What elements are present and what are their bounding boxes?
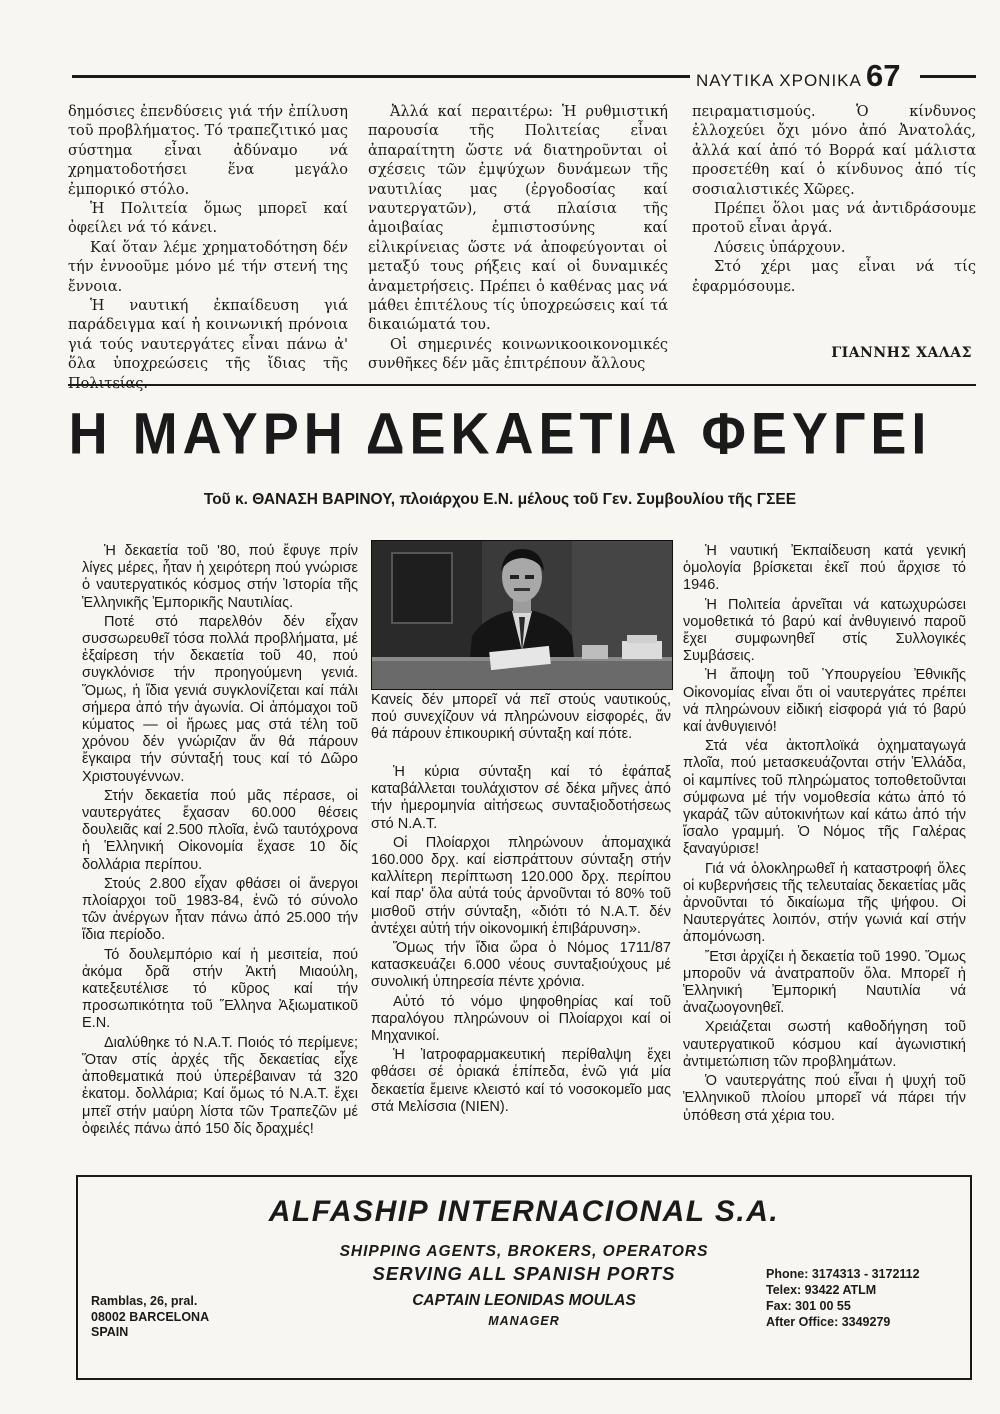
header-rule-right (920, 75, 976, 78)
paragraph: Ὅμως τήν ἴδια ὥρα ὁ Νόμος 1711/87 κατασκευάζει 6.000 νέους συνταξιούχους μέ συνολική ὑπηρεσία πέντε χρόνια. (371, 940, 671, 991)
paragraph: δημόσιες ἐπενδύσεις γιά τήν ἐπίλυση τοῦ προβλήματος. Τό τραπεζιτικό μας σύστημα εἶναι ἀδύναμο νά χρηματοδοτήσει ἕνα μεγάλο ἐμπορικό στόλο. (68, 104, 348, 198)
paragraph: Στήν δεκαετία πού μᾶς πέρασε, οἱ ναυτεργάτες ἔχασαν 60.000 θέσεις δουλειᾶς καί 2.500 πλοῖα, ἐνῶ ταυτόχρονα ἡ Ἑλληνική Οἰκονομία ἔχασε 10 δίς δολλάρια περίπου. (82, 787, 358, 873)
paragraph: Καί ὅταν λέμε χρηματοδότηση δέν τήν ἐννοοῦμε μόνο μέ τήν στενή της ἔννοια. (68, 239, 348, 295)
paragraph: Ὁ ναυτεργάτης πού εἶναι ἡ ψυχή τοῦ Ἑλληνικοῦ πλοίου μπορεῖ νά πάρει τήν ὑπόθεση στά χέρια του. (683, 1073, 966, 1124)
paragraph: Ἡ Πολιτεία ἀρνεῖται νά κατωχυρώσει νομοθετικά τό βαρύ καί ἀνθυγιεινό παροῦ ἔχει συμφωνηθεῖ στίς Συλλογικές Συμβάσεις. (683, 596, 966, 665)
ad-telex: Telex: 93422 ATLM (766, 1283, 877, 1297)
paragraph: Οἱ σημερινές κοινωνικοοικονομικές συνθῆκες δέν μᾶς ἐπιτρέπουν ἄλλους (368, 336, 668, 373)
ad-contact-title: MANAGER (488, 1314, 560, 1328)
paragraph: Γιά νά ὁλοκληρωθεῖ ἡ καταστροφή ὅλες οἱ κυβερνήσεις τῆς τελευταίας δεκαετίας μᾶς ἀρνοῦνται τό δικαίωμα τῆς ψήφου. Οἱ Ναυτεργάτες λοιπόν, στήν γωνιά καί στήν ἀπομόνωση. (683, 860, 966, 946)
ad-after-office: After Office: 3349279 (766, 1315, 891, 1329)
article-byline: Τοῦ κ. ΘΑΝΑΣΗ ΒΑΡΙΝΟΥ, πλοιάρχου Ε.Ν. μέλους τοῦ Γεν. Συμβουλίου τῆς ΓΣΕΕ (203, 491, 797, 508)
article-column-3 (683, 543, 966, 1127)
ad-phone: Phone: 3174313 - 3172112 (766, 1267, 920, 1281)
previous-article-column-3 (692, 103, 976, 297)
paragraph: Αὐτό τό νόμο ψηφοθηρίας καί τοῦ παραλόγου πληρώνουν οἱ Πλοίαρχοι καί οἱ Μηχανικοί. (371, 993, 671, 1045)
address-line: SPAIN (91, 1325, 129, 1339)
address-line: Ramblas, 26, pral. (91, 1294, 198, 1308)
paragraph: Πρέπει ὅλοι μας νά ἀντιδράσουμε προτοῦ εἶναι ἀργά. (692, 201, 976, 237)
ad-tagline-ports: SERVING ALL SPANISH PORTS (372, 1263, 676, 1284)
page-number: 67 (866, 58, 901, 93)
ad-fax: Fax: 301 00 55 (766, 1299, 851, 1313)
ad-address (91, 1294, 209, 1341)
alfaship-advertisement (76, 1175, 972, 1380)
address-line: 08002 BARCELONA (91, 1309, 210, 1324)
magazine-title: ΝΑΥΤΙΚΑ ΧΡΟΝΙΚΑ (696, 71, 862, 90)
previous-article-column-2 (368, 103, 668, 375)
paragraph: Στούς 2.800 εἶχαν φθάσει οἱ ἄνεργοι πλοίαρχοι τοῦ 1983-84, ἐνῶ τό σύνολο τῶν ἀνέργων ἦταν πάνω ἀπό 25.000 τήν ἴδια περίοδο. (82, 875, 358, 944)
man-at-desk-image (372, 541, 672, 689)
paragraph: Ἡ δεκαετία τοῦ '80, πού ἔφυγε πρίν λίγες μέρες, ἦταν ἡ χειρότερη πού γνώρισε ὁ ναυτεργατικός κόσμος στήν Ἱστορία τῆς Ἑλληνικῆς Ἐμπορικῆς Ναυτιλίας. (82, 543, 358, 611)
caption-text: Κανείς δέν μπορεῖ νά πεῖ στούς ναυτικούς, πού συνεχίζουν νά πληρώνουν εἰσφορές, ἄν θά πάρουν ἐπικουρική σύνταξη καί πότε. (371, 692, 671, 743)
paragraph: Ἀλλά καί περαιτέρω: Ἡ ρυθμιστική παρουσία τῆς Πολιτείας εἶναι ἀπαραίτητη ὥστε νά διατηροῦνται οἱ σχέσεις τῶν ἐμψύχων δυνάμεων τῆς ναυτιλίας μας (ἐργοδοσίας καί ναυτεργατῶν), στά πλαίσια τῆς ἀμοιβαίας ἐμπιστοσύνης καί εἰλικρίνειας ὥστε νά ἀποφεύγονται οἱ μεταξύ τους ρήξεις καί οἱ δυναμικές ἀναμετρήσεις. Πρέπει ὁ καθένας μας νά μάθει ἐπιτέλους τίς ὑποχρεώσεις καί τά δικαιώματά του. (368, 104, 668, 334)
paragraph: Ἡ ναυτική Ἐκπαίδευση κατά γενική ὁμολογία βρίσκεται ἐκεῖ πού ἄρχισε τό 1946. (683, 543, 966, 594)
paragraph: Διαλύθηκε τό Ν.Α.Τ. Ποιός τό περίμενε; Ὅταν στίς ἀρχές τῆς δεκαετίας εἶχε ἀποθεματικά πού ὑπερέβαιναν τά 320 ἑκατομ. δολλάρια; Καί ὅμως τό Ν.Α.Τ. ἔχει μπεῖ στήν μαύρη λίστα τῶν Τραπεζῶν μέ ὀφειλές πάνω ἀπό 150 δίς δραχμές! (82, 1034, 358, 1137)
article-headline: Η ΜΑΥΡΗ ΔΕΚΑΕΤΙΑ ΦΕΥΓΕΙ (68, 401, 932, 467)
paragraph: Στό χέρι μας εἶναι νά τίς ἐφαρμόσουμε. (692, 259, 976, 295)
author-photo (371, 540, 673, 690)
paragraph: Ἡ ἄποψη τοῦ Ὑπουργείου Ἐθνικῆς Οἰκονομίας εἶναι ὅτι οἱ ναυτεργάτες πρέπει νά πληρώνουν εἰδική εἰσφορά γιά τό βαρύ καί ἀνθυγιεινό! (683, 667, 966, 736)
paragraph: Ἡ Ἰατροφαρμακευτική περίθαλψη ἔχει φθάσει σέ ὁριακά ἐπίπεδα, ἐνῶ γιά μία δεκαετία ἔμεινε κλειστό καί τό νοσοκομεῖο μας στά Μελίσσια (ΝΙΕΝ). (371, 1047, 671, 1115)
previous-article-column-1 (68, 103, 348, 394)
article-column-1 (82, 543, 358, 1140)
ad-contact-numbers (766, 1266, 920, 1330)
ad-tagline-services: SHIPPING AGENTS, BROKERS, OPERATORS (339, 1243, 709, 1260)
previous-article-author: ΓΙΑΝΝΗΣ ΧΑΛΑΣ (831, 345, 972, 361)
paragraph: Ποτέ στό παρελθόν δέν εἶχαν συσσωρευθεῖ τόσα πολλά προβλήματα, μέ ἐξαίρεση τήν δεκαετία τοῦ 40, πού συγκλόνισε τήν προηγούμενη γενιά. Ὅμως, ἡ ἴδια γενιά συγκλονίζεται καί πάλι σήμερα ἀπό τήν ἀγωνία. Οἱ ἀπόμαχοι τοῦ κύματος — οἱ ἥρωες μας στά τέλη τοῦ χρόνου δέν γνώριζαν ἄν θά πάρουν ἔγκαιρα τήν σύνταξή τους καί τό Δῶρο Χριστουγέννων. (82, 613, 358, 785)
paragraph: Στά νέα ἀκτοπλοϊκά ὀχηματαγωγά πλοῖα, πού μετασκευάζονται στήν Ἑλλάδα, οἱ καμπίνες τοῦ πληρώματος τοποθετοῦνται σύμφωνα μέ τήν νομοθεσία κάτω ἀπό τό γκαράζ τῶν αὐτοκινήτων καί κάτω ἀπό τήν ἴσαλο γραμμή. Ὁ Νόμος τῆς Γαλέρας ξαναγύρισε! (683, 738, 966, 858)
section-divider (68, 384, 976, 386)
paragraph: Ἔτσι ἀρχίζει ἡ δεκαετία τοῦ 1990. Ὅμως μποροῦν νά ἀνατραποῦν ὅλα. Μπορεῖ ἡ Ἑλληνική Ἐμπορική Ναυτιλία νά ἀναζωογονηθεῖ. (683, 948, 966, 1017)
photo-caption (371, 692, 671, 746)
paragraph: Ἡ Πολιτεία ὅμως μπορεῖ καί ὀφείλει νά τό κάνει. (68, 201, 348, 237)
paragraph: Λύσεις ὑπάρχουν. (714, 239, 846, 256)
paragraph: Οἱ Πλοίαρχοι πληρώνουν ἀπομαχικά 160.000 δρχ. καί εἰσπράττουν σύνταξη στήν καλλίτερη περίπτωση 120.000 δρχ. περίπου καί παρ' ὅλα αὐτά τούς ἀρνοῦνται τό 80% τοῦ μισθοῦ στήν σύνταξη, «διότι τό Ν.Α.Τ. δέν ἀντέχει αὐτή τήν οἰκονομική ἐπιβάρυνση». (371, 834, 671, 937)
paragraph: Ἡ κύρια σύνταξη καί τό ἐφάπαξ καταβάλλεται τουλάχιστον σέ δέκα μῆνες ἀπό τήν ἡμερομηνία αἰτήσεως συνταξιοδοτήσεως στό Ν.Α.Τ. (371, 764, 671, 832)
article-column-2 (371, 764, 671, 1118)
ad-contact-person: CAPTAIN LEONIDAS MOULAS (412, 1292, 636, 1309)
paragraph: Ἡ ναυτική ἐκπαίδευση γιά παράδειγμα καί ἡ κοινωνική πρόνοια γιά τούς ναυτεργάτες εἶναι πάνω ἀ' ὅλα ὑποχρεώσεις τῆς ἴδιας τῆς (68, 298, 348, 373)
paragraph: πειραματισμούς. Ὁ κίνδυνος ἐλλοχεύει ὄχι μόνο ἀπό Ἀνατολάς, ἀλλά καί ἀπό τό Βορρά καί μάλιστα προσετέθη καί ὁ κίνδυνος ἀπό τίς σοσιαλιστικές Χῶρες. (692, 104, 976, 198)
paragraph: Χρειάζεται σωστή καθοδήγηση τοῦ ναυτεργατικοῦ κόσμου καί ἀγωνιστική ἀντιμετώπιση τῶν προβλημάτων. (683, 1019, 966, 1070)
header-rule-left (72, 75, 690, 78)
paragraph: Τό δουλεμπόριο καί ἡ μεσιτεία, πού ἀκόμα δρᾶ στήν Ἀκτή Μιαούλη, κατεξευτέλισε τό κῦρος καί τήν προσωπικότητα τοῦ Ἕλληνα Ἀξιωματικοῦ Ε.Ν. (82, 946, 358, 1032)
ad-company-name: ALFASHIP INTERNACIONAL S.A. (268, 1195, 780, 1228)
